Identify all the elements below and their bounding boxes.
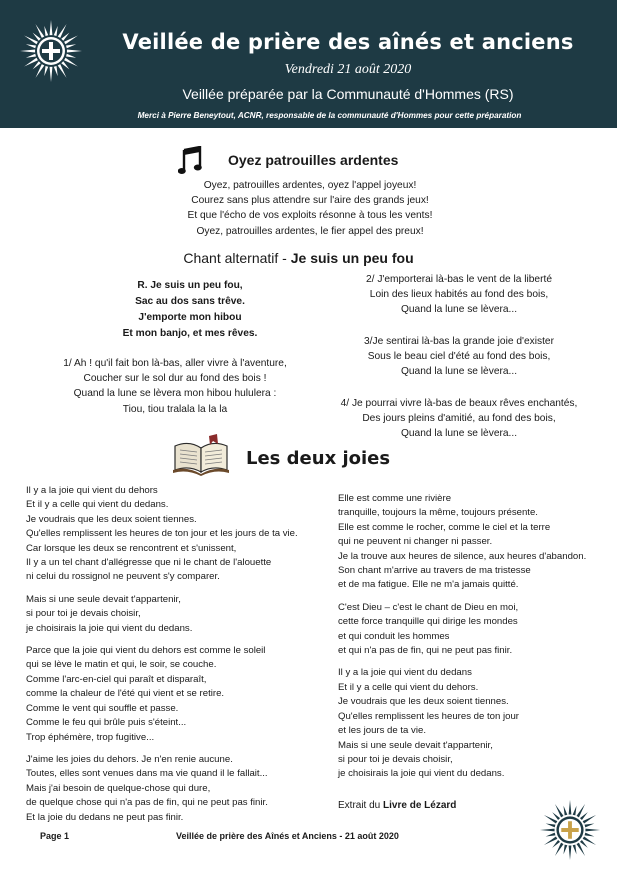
poem-line: Elle est comme le rocher, comme le ciel et la terre — [338, 521, 551, 533]
poem-line: Et la joie du dedans ne peut pas finir. — [26, 811, 184, 823]
verse-line: Coucher sur le sol dur au fond des bois ! — [83, 373, 267, 385]
verse-line: Sous le beau ciel d'été au fond des bois, — [367, 351, 551, 363]
chant-verse-4 — [336, 396, 582, 442]
verse-line: Des jours pleins d'amitié, au fond des bois, — [362, 413, 556, 425]
chant-prefix: Chant alternatif - — [183, 250, 287, 266]
poem-line: Trop éphémère, trop fugitive... — [26, 731, 155, 743]
poem-line: et qui conduit les hommes — [338, 630, 450, 642]
poem-stanza — [26, 644, 334, 745]
poem-line: Il y a un tel chant d'allégresse que ni le chant de l'alouette — [26, 557, 272, 569]
chant-verse-2 — [336, 272, 582, 318]
poem-line: je choisirais la joie qui vient du dedans. — [338, 768, 505, 780]
chant-verse-1 — [40, 356, 310, 417]
refrain-line: Sac au dos sans trêve. — [135, 296, 245, 307]
verse-line: Et que l'écho de vos exploits résonne à tous les vents! — [187, 210, 433, 222]
poem-line: cette force tranquille qui dirige les mondes — [338, 616, 518, 628]
song-title: Oyez patrouilles ardentes — [228, 152, 399, 168]
poem-line: J'aime les joies du dehors. Je n'en renie aucune. — [26, 753, 233, 765]
verse-line: Tiou, tiou tralala la la la — [122, 403, 228, 415]
poem-line: Qu'elles remplissent les heures de ton jour — [338, 710, 520, 722]
poem-line: Son chant m'arrive au travers de ma tristesse — [338, 565, 531, 577]
song-verse — [150, 178, 470, 239]
page-number: Page 1 — [40, 831, 70, 841]
poem-line: qui se lève le matin et qui, le soir, se couche. — [26, 659, 217, 671]
chant-heading — [0, 250, 617, 266]
verse-line: Oyez, patrouilles ardentes, le fier appel des preux! — [196, 225, 424, 237]
poem-line: Qu'elles remplissent les heures de ton jour et les jours de ta vie. — [26, 528, 298, 540]
poem-line: Il y a la joie qui vient du dedans — [338, 667, 472, 679]
poem-title: Les deux joies — [246, 448, 391, 469]
poem-line: Comme le feu qui brûle puis s'éteint... — [26, 717, 187, 729]
poem-line: Mais si une seule devait t'appartenir, — [338, 739, 493, 751]
prepared-by: Veillée préparée par la Communauté d'Hommes (RS) — [182, 86, 514, 102]
refrain — [70, 278, 310, 342]
page-title: Veillée de prière des aînés et anciens — [122, 30, 574, 54]
poem-line: C'est Dieu – c'est le chant de Dieu en moi, — [338, 601, 519, 613]
source-credit — [338, 800, 456, 811]
poem-line: et qui n'a pas de fin, qui ne peut pas finir. — [338, 645, 513, 657]
poem-line: Mais si une seule devait t'appartenir, — [26, 593, 181, 605]
poem-line: si pour toi je devais choisir, — [338, 753, 453, 765]
poem-line: et les jours de ta vie. — [338, 725, 426, 737]
poem-line: si pour toi je devais choisir, — [26, 608, 141, 620]
refrain-line: J'emporte mon hibou — [138, 312, 242, 323]
poem-stanza — [26, 593, 334, 636]
poem-line: ni celui du rossignol ne peuvent s'y comparer. — [26, 571, 220, 583]
poem-line: Comme le vent qui souffle et passe. — [26, 702, 179, 714]
poem-line: Car lorsque les deux se rencontrent et s'unissent, — [26, 542, 237, 554]
chant-title: Je suis un peu fou — [290, 250, 414, 266]
verse-line: Courez sans plus attendre sur l'aire des grands jeux! — [191, 195, 429, 207]
poem-line: je choisirais la joie qui vient du dedans. — [26, 622, 193, 634]
poem-line: Et il y a celle qui vient du dedans. — [26, 499, 169, 511]
poem-line: Je voudrais que les deux soient tiennes. — [338, 696, 509, 708]
verse-line: Quand la lune se lèvera... — [400, 366, 518, 378]
poem-line: Et il y a celle qui vient du dehors. — [338, 681, 479, 693]
refrain-line: R. Je suis un peu fou, — [137, 280, 243, 291]
verse-line: Oyez, patrouilles ardentes, oyez l'appel joyeux! — [203, 180, 417, 191]
poem-stanza — [26, 484, 334, 585]
thanks-note: Merci à Pierre Beneytout, ACNR, responsable de la communauté d'Hommes pour cette préparation — [137, 111, 522, 120]
poem-stanza — [26, 753, 334, 825]
music-note-icon — [178, 146, 204, 176]
verse-line: Quand la lune se lèvera mon hibou hululera : — [73, 388, 277, 400]
source-title: Livre de Lézard — [383, 800, 457, 811]
poem-line: Toutes, elles sont venues dans ma vie quand il le fallait... — [26, 768, 268, 780]
poem-line: qui ne peuvent ni changer ni passer. — [338, 536, 493, 548]
poem-line: tranquille, toujours la même, toujours présente. — [338, 507, 538, 519]
verse-line: Loin des lieux habités au fond des bois, — [369, 289, 549, 301]
open-book-icon — [171, 432, 231, 476]
poem-stanza — [338, 601, 608, 659]
poem-left-column — [26, 484, 334, 833]
poem-line: Elle est comme une rivière — [338, 493, 452, 504]
chant-verse-3 — [336, 334, 582, 380]
poem-line: et de ma fatigue. Elle ne m'a jamais quitté. — [338, 579, 519, 591]
refrain-line: Et mon banjo, et mes rêves. — [122, 328, 258, 339]
poem-stanza — [338, 666, 608, 781]
verse-line: 4/ Je pourrai vivre là-bas de beaux rêves enchantés, — [340, 398, 578, 409]
footer-text: Veillée de prière des Aînés et Anciens - 21 août 2020 — [176, 831, 399, 841]
verse-line: Quand la lune se lèvera... — [400, 428, 518, 440]
poem-line: comme la chaleur de l'été qui vient et se retire. — [26, 688, 225, 700]
poem-line: Parce que la joie qui vient du dehors est comme le soleil — [26, 645, 266, 657]
poem-line: Je voudrais que les deux soient tiennes. — [26, 513, 197, 525]
verse-line: 3/Je sentirai là-bas la grande joie d'exister — [364, 336, 554, 347]
poem-stanza — [338, 492, 608, 593]
verse-line: 2/ J'emporterai là-bas le vent de la liberté — [366, 274, 552, 285]
source-prefix: Extrait du — [338, 800, 381, 811]
scout-emblem-icon — [18, 18, 84, 84]
verse-line: 1/ Ah ! qu'il fait bon là-bas, aller vivre à l'aventure, — [63, 358, 287, 369]
poem-line: de quelque chose qui n'a pas de fin, qui ne peut pas finir. — [26, 797, 268, 809]
poem-line: Il y a la joie qui vient du dehors — [26, 485, 158, 496]
poem-line: Mais j'ai besoin de quelque-chose qui dure, — [26, 782, 211, 794]
poem-line: Comme l'arc-en-ciel qui paraît et disparaît, — [26, 673, 207, 685]
poem-right-column — [338, 492, 608, 790]
poem-line: Je la trouve aux heures de silence, aux heures d'abandon. — [338, 550, 587, 562]
event-date: Vendredi 21 août 2020 — [284, 62, 412, 77]
verse-line: Quand la lune se lèvera... — [400, 304, 518, 316]
scout-emblem-icon — [538, 798, 602, 862]
header-banner — [0, 0, 617, 128]
